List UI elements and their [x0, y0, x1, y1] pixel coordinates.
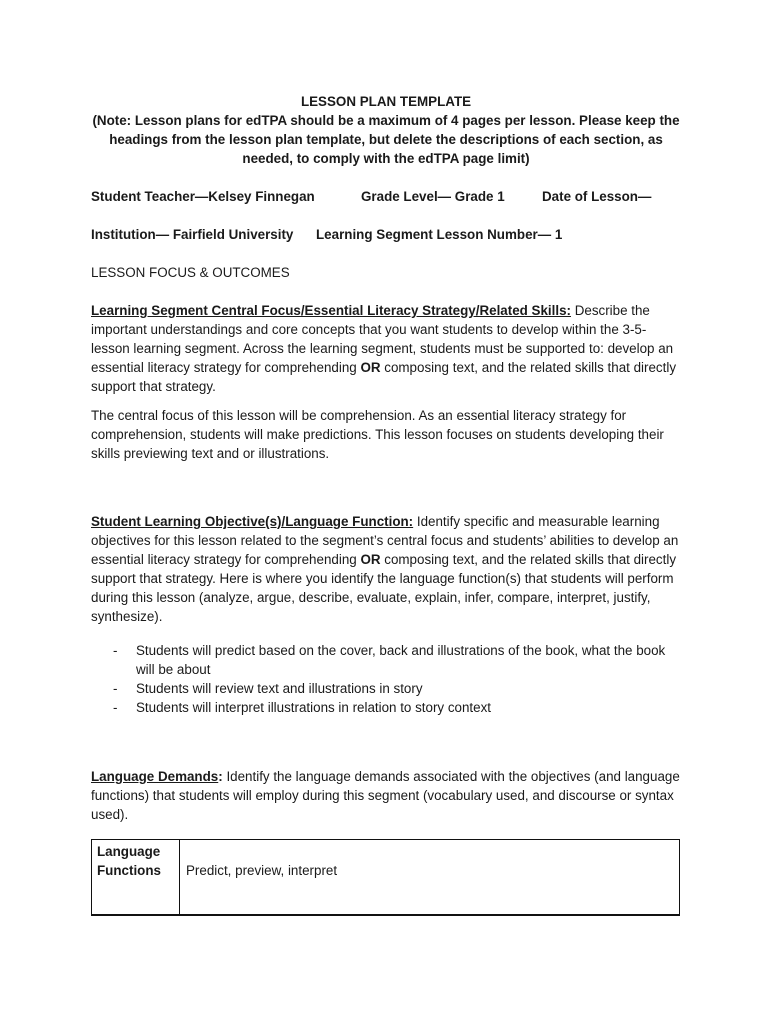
- date-of-lesson: Date of Lesson—: [542, 189, 652, 204]
- dash-bullet: -: [113, 643, 118, 658]
- objective-text: Students will predict based on the cover, back and illustrations of the book, what the book will be about: [136, 643, 666, 677]
- section-heading: LESSON FOCUS & OUTCOMES: [91, 265, 290, 280]
- note-line-2: headings from the lesson plan template, but delete the descriptions of each section, as: [109, 132, 663, 147]
- dash-bullet: -: [113, 681, 118, 696]
- student-teacher: Student Teacher—Kelsey Finnegan: [91, 189, 315, 204]
- central-focus-or: OR: [360, 360, 381, 375]
- language-demands-table: [91, 839, 680, 916]
- objective-text: Students will review text and illustrations in story: [136, 681, 423, 696]
- language-functions-label: Language Functions: [92, 840, 180, 916]
- central-focus-heading: Learning Segment Central Focus/Essential Literacy Strategy/Related Skills:: [91, 303, 571, 318]
- list-item: [91, 641, 681, 679]
- document-title: LESSON PLAN TEMPLATE: [300, 94, 472, 109]
- note-line-1: (Note: Lesson plans for edTPA should be a maximum of 4 pages per lesson. Please keep the: [92, 113, 680, 128]
- segment-lesson-number: Learning Segment Lesson Number— 1: [316, 227, 563, 242]
- central-focus-response: The central focus of this lesson will be comprehension. As an essential literacy strategy for comprehension, students will make predictions. This lesson focuses on students developing their skills previewing text and or illustrations.: [91, 408, 664, 461]
- language-demands-heading: Language Demands: [91, 769, 219, 784]
- central-focus-description: [91, 301, 681, 396]
- list-item: [91, 698, 681, 717]
- objectives-description: [91, 512, 681, 626]
- header: [91, 92, 681, 168]
- objectives-list: [91, 641, 681, 717]
- central-focus-desc-a: Describe the important understandings and core concepts that you want students to develop within the 3-5-lesson learning segment. Across the learning segment, students must be supported to: develop an essential literacy strategy for comprehending: [91, 303, 674, 375]
- list-item: [91, 679, 681, 698]
- objectives-desc-b: composing text, and the related skills that directly support that strategy. Here is where you identify the language function(s) that students will perform during this lesson (analyze, argue, describe, evaluate, explain, infer, compare, interpret, justify, synthesize).: [91, 552, 677, 624]
- language-functions-value: Predict, preview, interpret: [180, 840, 680, 916]
- language-demands-description: [91, 767, 681, 824]
- grade-level: Grade Level— Grade 1: [361, 189, 505, 204]
- language-demands-colon: :: [218, 769, 223, 784]
- objectives-or: OR: [360, 552, 381, 567]
- table-row: [92, 840, 680, 916]
- dash-bullet: -: [113, 700, 118, 715]
- objectives-desc-a: Identify specific and measurable learning objectives for this lesson related to the segment’s central focus and students’ abilities to develop an essential literacy strategy for comprehending: [91, 514, 679, 567]
- language-demands-desc: Identify the language demands associated with the objectives (and language functions) that students will employ during this segment (vocabulary used, and discourse or syntax used).: [91, 769, 680, 822]
- note-line-3: needed, to comply with the edTPA page limit): [242, 151, 530, 166]
- objectives-heading: Student Learning Objective(s)/Language Function:: [91, 514, 414, 529]
- info-row-1: [91, 187, 681, 206]
- lesson-plan-page: [91, 92, 681, 916]
- institution: Institution— Fairfield University: [91, 227, 294, 242]
- objective-text: Students will interpret illustrations in relation to story context: [136, 700, 492, 715]
- central-focus-desc-b: composing text, and the related skills that directly support that strategy.: [91, 360, 677, 394]
- info-row-2: [91, 225, 681, 244]
